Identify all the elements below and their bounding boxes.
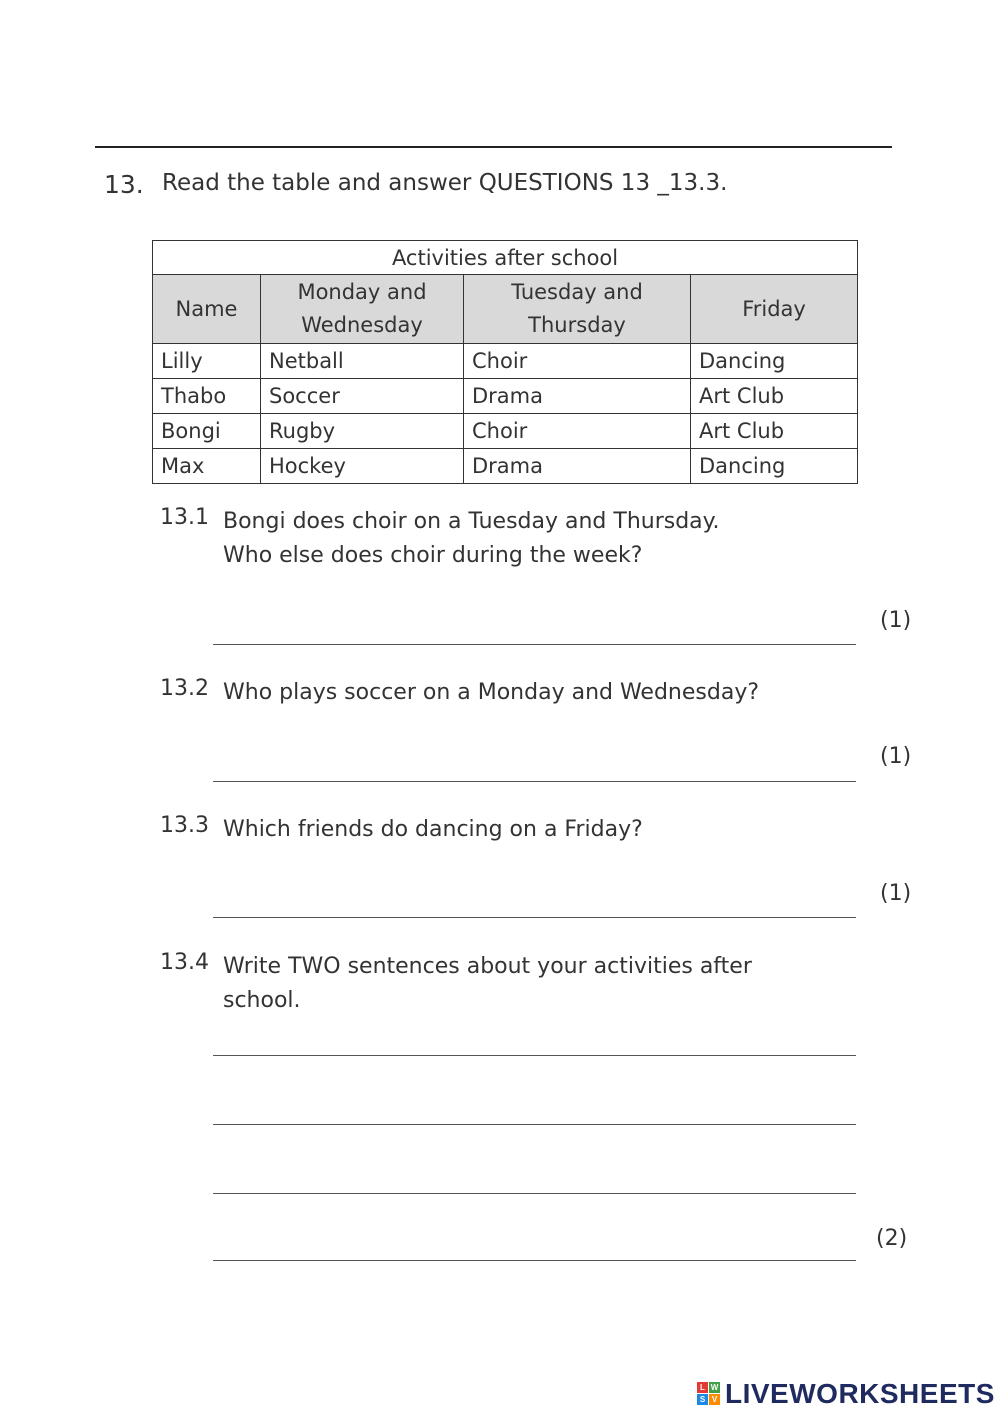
cell-mon-wed: Hockey	[261, 449, 464, 484]
cell-name: Lilly	[153, 344, 261, 379]
cell-friday: Dancing	[691, 449, 858, 484]
brand-name: LIVEWORKSHEETS	[725, 1378, 995, 1409]
header-monday-wednesday: Monday and Wednesday	[261, 275, 464, 344]
subquestion-text: Which friends do dancing on a Friday?	[223, 817, 643, 842]
answer-line[interactable]	[213, 781, 856, 782]
table-row	[153, 414, 858, 449]
cell-mon-wed: Soccer	[261, 379, 464, 414]
mark-allocation: (2)	[876, 1226, 908, 1251]
table-header-row	[153, 275, 858, 344]
cell-mon-wed: Rugby	[261, 414, 464, 449]
cell-friday: Art Club	[691, 379, 858, 414]
cell-tue-thu: Choir	[464, 344, 691, 379]
cell-tue-thu: Drama	[464, 449, 691, 484]
answer-line[interactable]	[213, 1055, 856, 1056]
table-row	[153, 449, 858, 484]
cell-name: Bongi	[153, 414, 261, 449]
header-friday: Friday	[691, 275, 858, 344]
subquestion-number: 13.1	[160, 505, 209, 530]
subquestion-text: Write TWO sentences about your activities after	[223, 954, 752, 979]
logo-letter: W	[710, 1383, 719, 1392]
header-name: Name	[153, 275, 261, 344]
activities-table	[152, 240, 858, 484]
question-instruction: Read the table and answer QUESTIONS 13 _13.3.	[162, 170, 728, 196]
cell-friday: Art Club	[691, 414, 858, 449]
liveworksheets-brand	[697, 1377, 995, 1411]
cell-tue-thu: Drama	[464, 379, 691, 414]
answer-line[interactable]	[213, 1193, 856, 1194]
table-row	[153, 379, 858, 414]
table-row	[153, 344, 858, 379]
cell-name: Max	[153, 449, 261, 484]
table-title-row	[153, 241, 858, 275]
question-number: 13.	[104, 170, 144, 199]
cell-mon-wed: Netball	[261, 344, 464, 379]
subquestion-text: Bongi does choir on a Tuesday and Thursday.	[223, 509, 720, 534]
subquestion-number: 13.4	[160, 950, 209, 975]
cell-tue-thu: Choir	[464, 414, 691, 449]
cell-friday: Dancing	[691, 344, 858, 379]
mark-allocation: (1)	[880, 881, 912, 906]
subquestion-text: Who plays soccer on a Monday and Wednesday?	[223, 680, 760, 705]
subquestion-number: 13.2	[160, 676, 209, 701]
answer-line[interactable]	[213, 1260, 856, 1261]
logo-letter: L	[697, 1382, 708, 1393]
subquestion-text-line2: school.	[223, 988, 301, 1013]
logo-letter: V	[709, 1394, 720, 1405]
subquestion-number: 13.3	[160, 813, 209, 838]
answer-line[interactable]	[213, 1124, 856, 1125]
mark-allocation: (1)	[880, 608, 912, 633]
top-rule	[95, 146, 892, 148]
liveworksheets-logo-icon	[697, 1382, 721, 1406]
mark-allocation: (1)	[880, 744, 912, 769]
logo-letter: S	[697, 1394, 708, 1405]
header-tuesday-thursday: Tuesday and Thursday	[464, 275, 691, 344]
answer-line[interactable]	[213, 644, 856, 645]
answer-line[interactable]	[213, 917, 856, 918]
table-title: Activities after school	[153, 241, 858, 275]
subquestion-text-line2: Who else does choir during the week?	[223, 543, 643, 568]
cell-name: Thabo	[153, 379, 261, 414]
